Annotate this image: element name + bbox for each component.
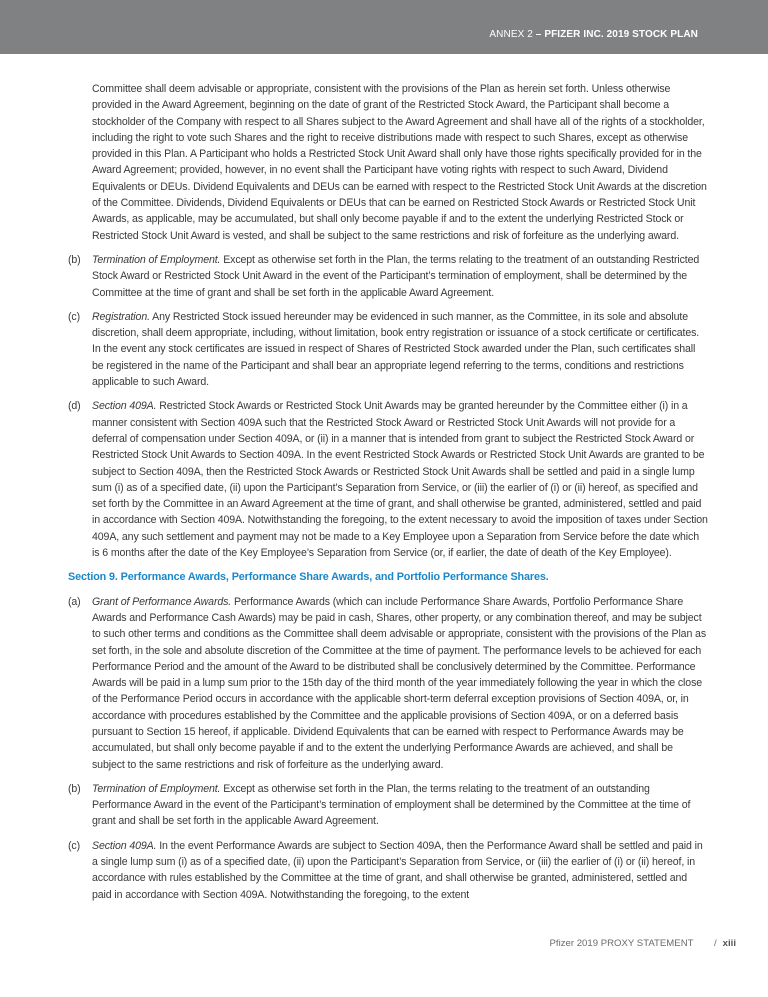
item-title: Registration. bbox=[92, 310, 150, 323]
section9-item-c bbox=[68, 838, 708, 903]
footer-separator: / bbox=[713, 938, 717, 949]
header-plan-title: PFIZER INC. 2019 STOCK PLAN bbox=[544, 29, 698, 40]
section8-item-b bbox=[68, 252, 708, 301]
document-body bbox=[68, 81, 708, 911]
item-label: (d) bbox=[68, 400, 81, 413]
header-dash: – bbox=[532, 29, 545, 40]
item-title: Section 409A. bbox=[92, 839, 157, 852]
item-label: (c) bbox=[68, 310, 80, 323]
item-text: Any Restricted Stock issued hereunder may be evidenced in such manner, as the Committee, in its sole and absolute discretion, shall deem appropriate, including, without limitation, book entry registration or issuance of a stock certificate or certificates. In the event any stock certificates are issued in respect of Shares of Restricted Stock awarded under the Plan, such certificates shall be registered in the name of the Participant and shall bear an appropriate legend referring to the terms, conditions and restrictions applicable to such Award. bbox=[92, 310, 700, 389]
item-title: Termination of Employment. bbox=[92, 782, 221, 795]
item-title: Grant of Performance Awards. bbox=[92, 595, 232, 608]
section-9-heading: Section 9. Performance Awards, Performance Share Awards, and Portfolio Performance Shares. bbox=[68, 571, 549, 584]
item-text: In the event Performance Awards are subject to Section 409A, then the Performance Award shall be settled and paid in a single lump sum (i) as of a specified date, (ii) upon the Participant’s Separation from Service, or (iii) the earlier of (i) or (ii) hereof, in accordance with rules established by the Committee at the time of grant, and shall otherwise be granted, administered, settled and paid in accordance with Section 409A. Notwithstanding the foregoing, to the extent bbox=[92, 839, 703, 901]
item-title: Section 409A. bbox=[92, 400, 157, 413]
page-footer bbox=[550, 938, 736, 949]
running-header bbox=[489, 29, 698, 40]
header-annex-label: ANNEX 2 bbox=[489, 29, 533, 40]
item-label: (b) bbox=[68, 253, 81, 266]
item-text: Restricted Stock Awards or Restricted Stock Unit Awards may be granted hereunder by the Committee either (i) in a manner consistent with Section 409A such that the Restricted Stock Award or Restricted Stock Unit Awards will not provide for a deferral of compensation under Section 409A, or (ii) in a manner that is intended from grant to subject the Restricted Stock Award or Restricted Stock Unit Awards to Section 409A. In the event Restricted Stock Awards or Restricted Stock Unit Awards are granted to be subject to Section 409A, then the Restricted Stock Awards or Restricted Stock Unit Awards shall be settled and paid in a single lump sum (i) as of a specified date, (ii) upon the Participant’s Separation from Service, or (iii) the earlier of (i) or (ii) hereof, as specified and set forth by the Committee in an Award Agreement at the time of grant, and shall otherwise be granted, administered, settled and paid in accordance with Section 409A. Notwithstanding the foregoing, to the extent necessary to avoid the imposition of taxes under Section 409A, any such settlement and payment may not be made to a Key Employee upon a Separation from Service before the date which is 6 months after the date of the Key Employee’s Separation from Service (or, if earlier, the date of death of the Key Employee). bbox=[92, 400, 708, 560]
page-number: xiii bbox=[722, 938, 736, 949]
footer-doc-title: 2019 PROXY STATEMENT bbox=[576, 938, 694, 949]
section9-item-a bbox=[68, 594, 708, 773]
item-text: Performance Awards (which can include Performance Share Awards, Portfolio Performance Share Awards and Performance Cash Awards) may be paid in cash, Shares, other property, or any combination thereof, and may be subject to such other terms and conditions as the Committee shall deem advisable or appropriate, consistent with the provisions of the Plan as set forth, in the sole and absolute discretion of the Committee at the time of payment. The performance levels to be achieved for each Performance Period and the amount of the Award to be distributed shall be conclusively determined by the Committee. Performance Awards will be paid in a lump sum prior to the 15th day of the third month of the year immediately following the year in which the close of the Performance Period occurs in accordance with the applicable short-term deferral exception provisions of Section 409A, or, in accordance with procedures established by the Committee and the applicable provisions of Section 409A, or on a deferred basis pursuant to Section 15 hereof, if applicable. Dividend Equivalents that can be earned with respect to Performance Awards may be accumulated, but shall only become payable if and to the extent the underlying Performance Awards are achieved, and shall be subject to the same restrictions and risk of forfeiture as the underlying award. bbox=[92, 595, 706, 771]
footer-company: Pfizer bbox=[549, 938, 575, 949]
item-text: Except as otherwise set forth in the Plan, the terms relating to the treatment of an outstanding Restricted Stock Award or Restricted Stock Unit Award in the event of the Participant’s termination of employment, shall be determined by the Committee at the time of grant and shall be set forth in the applicable Award Agreement. bbox=[92, 253, 700, 299]
section8-item-d bbox=[68, 398, 708, 561]
section8-item-c bbox=[68, 309, 708, 390]
page-header-band bbox=[0, 0, 768, 54]
item-text: Except as otherwise set forth in the Plan, the terms relating to the treatment of an outstanding Performance Award in the event of the Participant’s termination of employment shall be determined by the Committee at the time of grant and shall be set forth in the applicable Award Agreement. bbox=[92, 782, 691, 828]
item-title: Termination of Employment. bbox=[92, 253, 221, 266]
item-label: (c) bbox=[68, 839, 80, 852]
section9-item-b bbox=[68, 781, 708, 830]
item-label: (a) bbox=[68, 595, 81, 608]
item-label: (b) bbox=[68, 782, 81, 795]
continuation-paragraph: Committee shall deem advisable or appropriate, consistent with the provisions of the Plan as herein set forth. Unless otherwise provided in the Award Agreement, beginning on the date of grant of the Restricted Stock Award, the Participant shall become a stockholder of the Company with respect to all Shares subject to the Award Agreement and shall have all of the rights of a stockholder, including the right to vote such Shares and the right to receive distributions made with respect to such Shares, except as otherwise provided in this Plan. A Participant who holds a Restricted Stock Unit Award shall only have those rights specifically provided for in the Award Agreement; provided, however, in no event shall the Participant have voting rights with respect to such Award, Dividend Equivalents or DEUs. Dividend Equivalents and DEUs can be earned with respect to the Restricted Stock Unit Awards at the discretion of the Committee. Dividends, Dividend Equivalents or DEUs that can be earned on Restricted Stock Awards or Restricted Stock Unit Awards, as applicable, may be accumulated, but shall only become payable if and to the extent the underlying Restricted Stock or Restricted Stock Unit Award is vested, and shall be subject to the same restrictions and risk of forfeiture as the underlying award. bbox=[92, 83, 707, 242]
